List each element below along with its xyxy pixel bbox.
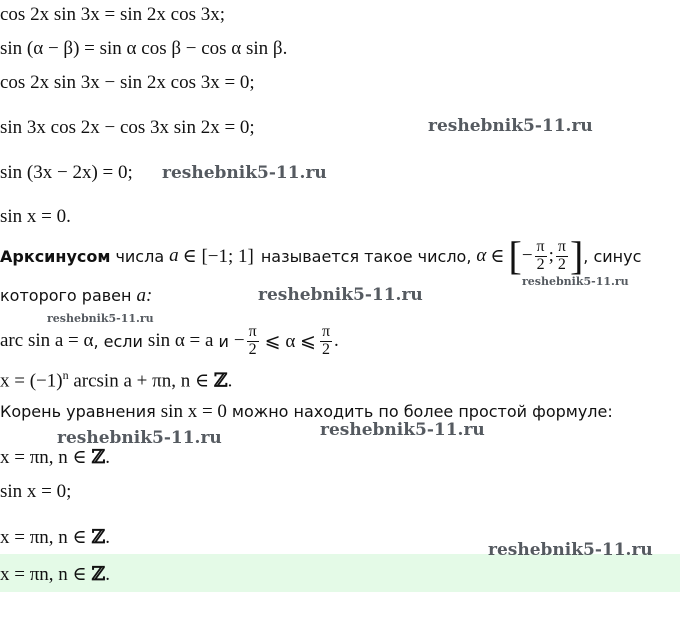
definition-term: Арксинусом (0, 246, 111, 266)
integers-symbol: ℤ (91, 526, 106, 548)
bracket-right: ] (569, 233, 584, 278)
fraction-denominator: 2 (247, 341, 259, 359)
math-period: . (105, 447, 110, 468)
definition-text: , если (93, 331, 143, 351)
sin-x-zero: sin x = 0; (0, 481, 72, 502)
arcsine-formula: arc sin a = α (0, 330, 94, 351)
fraction-pi-over-2 (247, 324, 259, 359)
note-text: можно находить по более простой формуле: (231, 402, 613, 421)
fraction-denominator: 2 (535, 256, 547, 274)
math-minus: − (233, 330, 245, 351)
watermark: reshebnik5-11.ru (47, 312, 154, 325)
definition-text: , синус (583, 246, 642, 266)
math-a: a (169, 245, 179, 266)
math-part: x = πn, n ∈ (0, 527, 92, 548)
math-part: x = (−1) (0, 370, 63, 392)
math-period: . (227, 370, 233, 392)
equation-line-4: sin 3x cos 2x − cos 3x sin 2x = 0; (0, 117, 255, 138)
final-answer (0, 563, 110, 586)
fraction-numerator: π (536, 237, 545, 255)
root-note (0, 401, 613, 423)
fraction-numerator: π (321, 322, 331, 340)
fraction-pi-over-2 (320, 324, 332, 359)
watermark: reshebnik5-11.ru (162, 163, 327, 183)
math-exponent: n (62, 368, 69, 382)
math-period: . (105, 564, 110, 585)
definition-text: числа (115, 246, 165, 266)
identity-sin-difference: sin (α − β) = sin α cos β − cos α sin β. (0, 38, 288, 59)
equation-line-6: sin x = 0. (0, 206, 71, 227)
definition-text: называется такое число, (260, 246, 472, 266)
fraction-pi-over-2 (535, 239, 547, 274)
integers-symbol: ℤ (91, 563, 106, 585)
math-alpha: α (476, 245, 487, 266)
equation-line-3: cos 2x sin 3x − sin 2x cos 3x = 0; (0, 72, 255, 93)
fraction-denominator: 2 (320, 341, 332, 359)
math-in: ∈ (490, 245, 505, 267)
fraction-pi-over-2 (556, 239, 568, 274)
math-part: arcsin a + πn, n ∈ (68, 370, 214, 392)
arcsine-definition-line-1 (0, 231, 641, 281)
arcsine-definition-line-2 (0, 285, 152, 307)
math-period: . (334, 330, 339, 351)
bracket-left: [ (508, 233, 522, 278)
definition-text: и (218, 331, 229, 351)
watermark: reshebnik5-11.ru (258, 285, 423, 305)
integers-symbol: ℤ (213, 369, 228, 392)
equation-line-5: sin (3x − 2x) = 0; (0, 162, 133, 183)
equation-line-1: cos 2x sin 3x = sin 2x cos 3x; (0, 4, 225, 25)
math-part: x = πn, n ∈ (0, 447, 92, 468)
fraction-numerator: π (248, 322, 257, 340)
math-equation: sin x = 0 (160, 401, 227, 422)
watermark: reshebnik5-11.ru (320, 420, 485, 440)
math-condition: sin α = a (147, 330, 214, 351)
simple-solution (0, 446, 110, 469)
math-inequality: ⩽ α ⩽ (264, 330, 316, 352)
watermark: reshebnik5-11.ru (488, 540, 653, 560)
math-semicolon: ; (548, 245, 554, 266)
math-a: a: (136, 285, 153, 306)
general-solution (0, 368, 232, 392)
fraction-denominator: 2 (556, 256, 568, 274)
watermark: reshebnik5-11.ru (57, 428, 222, 448)
fraction-numerator: π (557, 237, 566, 255)
math-part: x = πn, n ∈ (0, 564, 92, 585)
watermark: reshebnik5-11.ru (522, 275, 629, 288)
watermark: reshebnik5-11.ru (428, 116, 593, 136)
integers-symbol: ℤ (91, 446, 106, 468)
solution-line (0, 526, 110, 549)
math-interval: ∈ [−1; 1] (182, 245, 254, 267)
math-minus: − (521, 245, 533, 266)
definition-text: которого равен (0, 286, 132, 305)
note-text: Корень уравнения (0, 402, 156, 421)
math-period: . (105, 527, 110, 548)
